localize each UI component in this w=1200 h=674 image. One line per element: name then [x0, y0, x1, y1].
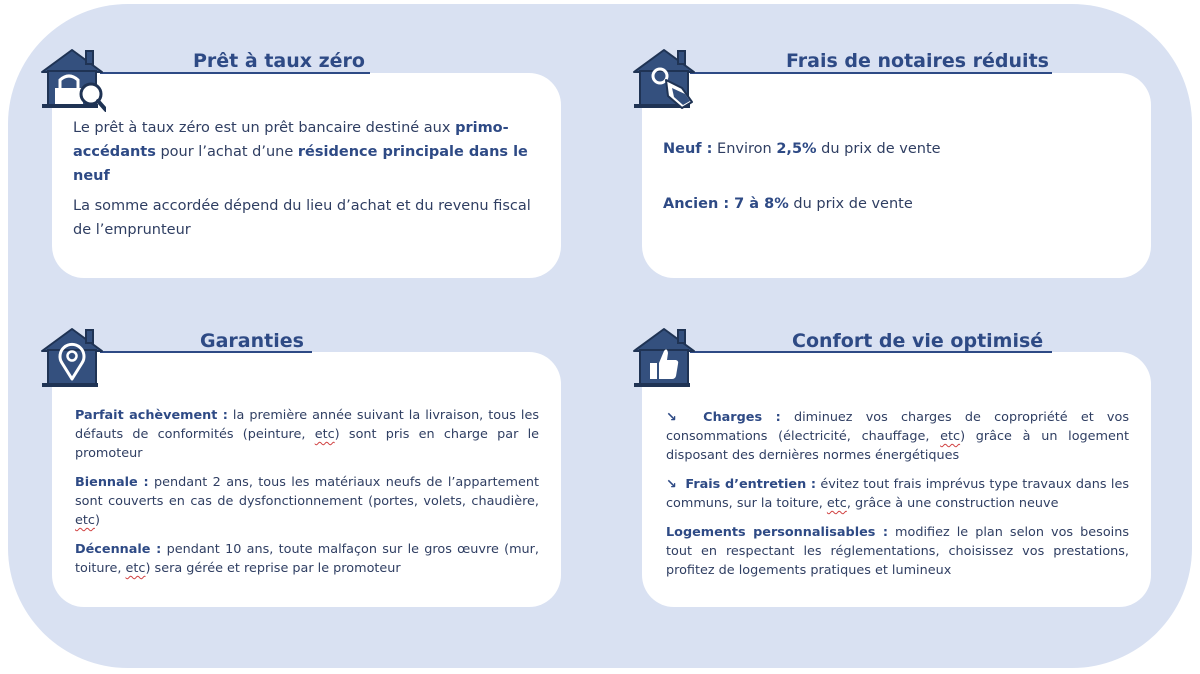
frais-title-rule — [690, 72, 1052, 74]
arrow-down-right-icon: ↘ — [666, 410, 677, 425]
confort-item: Logements personnalisables : modifiez le plan selon vos besoins tout en respectant les réglementations, choisissez vos prestations, profitez de logements pratiques et lumineux — [666, 525, 1129, 578]
garanties-item: Décennale : pendant 10 ans, toute malfaçon sur le gros œuvre (mur, toiture, etc) sera gérée et reprise par le promoteur — [75, 542, 540, 576]
house-price-tag-icon — [630, 44, 698, 112]
house-magnifier-icon — [38, 44, 106, 112]
house-thumbs-up-icon — [630, 323, 698, 391]
confort-item: ↘ Frais d’entretien : évitez tout frais imprévus type travaux dans les communs, sur la toiture, etc, grâce à une construction neuve — [666, 477, 1129, 511]
confort-item: ↘ Charges : diminuez vos charges de copropriété et vos consommations (électricité, chauffage, etc) grâce à un logement disposant des dernières normes énergétiques — [666, 410, 1130, 463]
garanties-item: Biennale : pendant 2 ans, tous les matériaux neufs de l’appartement sont couverts en cas de dysfonctionnement (portes, volets, chaudière, etc) — [75, 475, 539, 528]
ptz-title-rule — [100, 72, 370, 74]
frais-ancien-line: Ancien : 7 à 8% du prix de vente — [663, 196, 913, 212]
ptz-paragraph-2: La somme accordée dépend du lieu d’achat et du revenu fiscal de l’emprunteur — [73, 198, 531, 238]
garanties-text — [75, 406, 539, 588]
ptz-paragraph-1: Le prêt à taux zéro est un prêt bancaire destiné aux primo-accédants pour l’achat d’une résidence principale dans le neuf — [73, 120, 528, 184]
confort-text — [666, 408, 1129, 590]
ptz-title: Prêt à taux zéro — [193, 50, 365, 72]
frais-title: Frais de notaires réduits — [786, 50, 1049, 72]
ptz-text — [73, 116, 541, 252]
garanties-item: Parfait achèvement : la première année suivant la livraison, tous les défauts de conformités (peinture, etc) sont pris en charge par le promoteur — [75, 408, 540, 461]
arrow-down-right-icon: ↘ — [666, 477, 677, 492]
confort-title: Confort de vie optimisé — [792, 330, 1044, 352]
house-location-pin-icon — [38, 323, 106, 391]
garanties-title: Garanties — [200, 330, 304, 352]
frais-neuf-line: Neuf : Environ 2,5% du prix de vente — [663, 141, 941, 157]
frais-card — [642, 73, 1151, 278]
